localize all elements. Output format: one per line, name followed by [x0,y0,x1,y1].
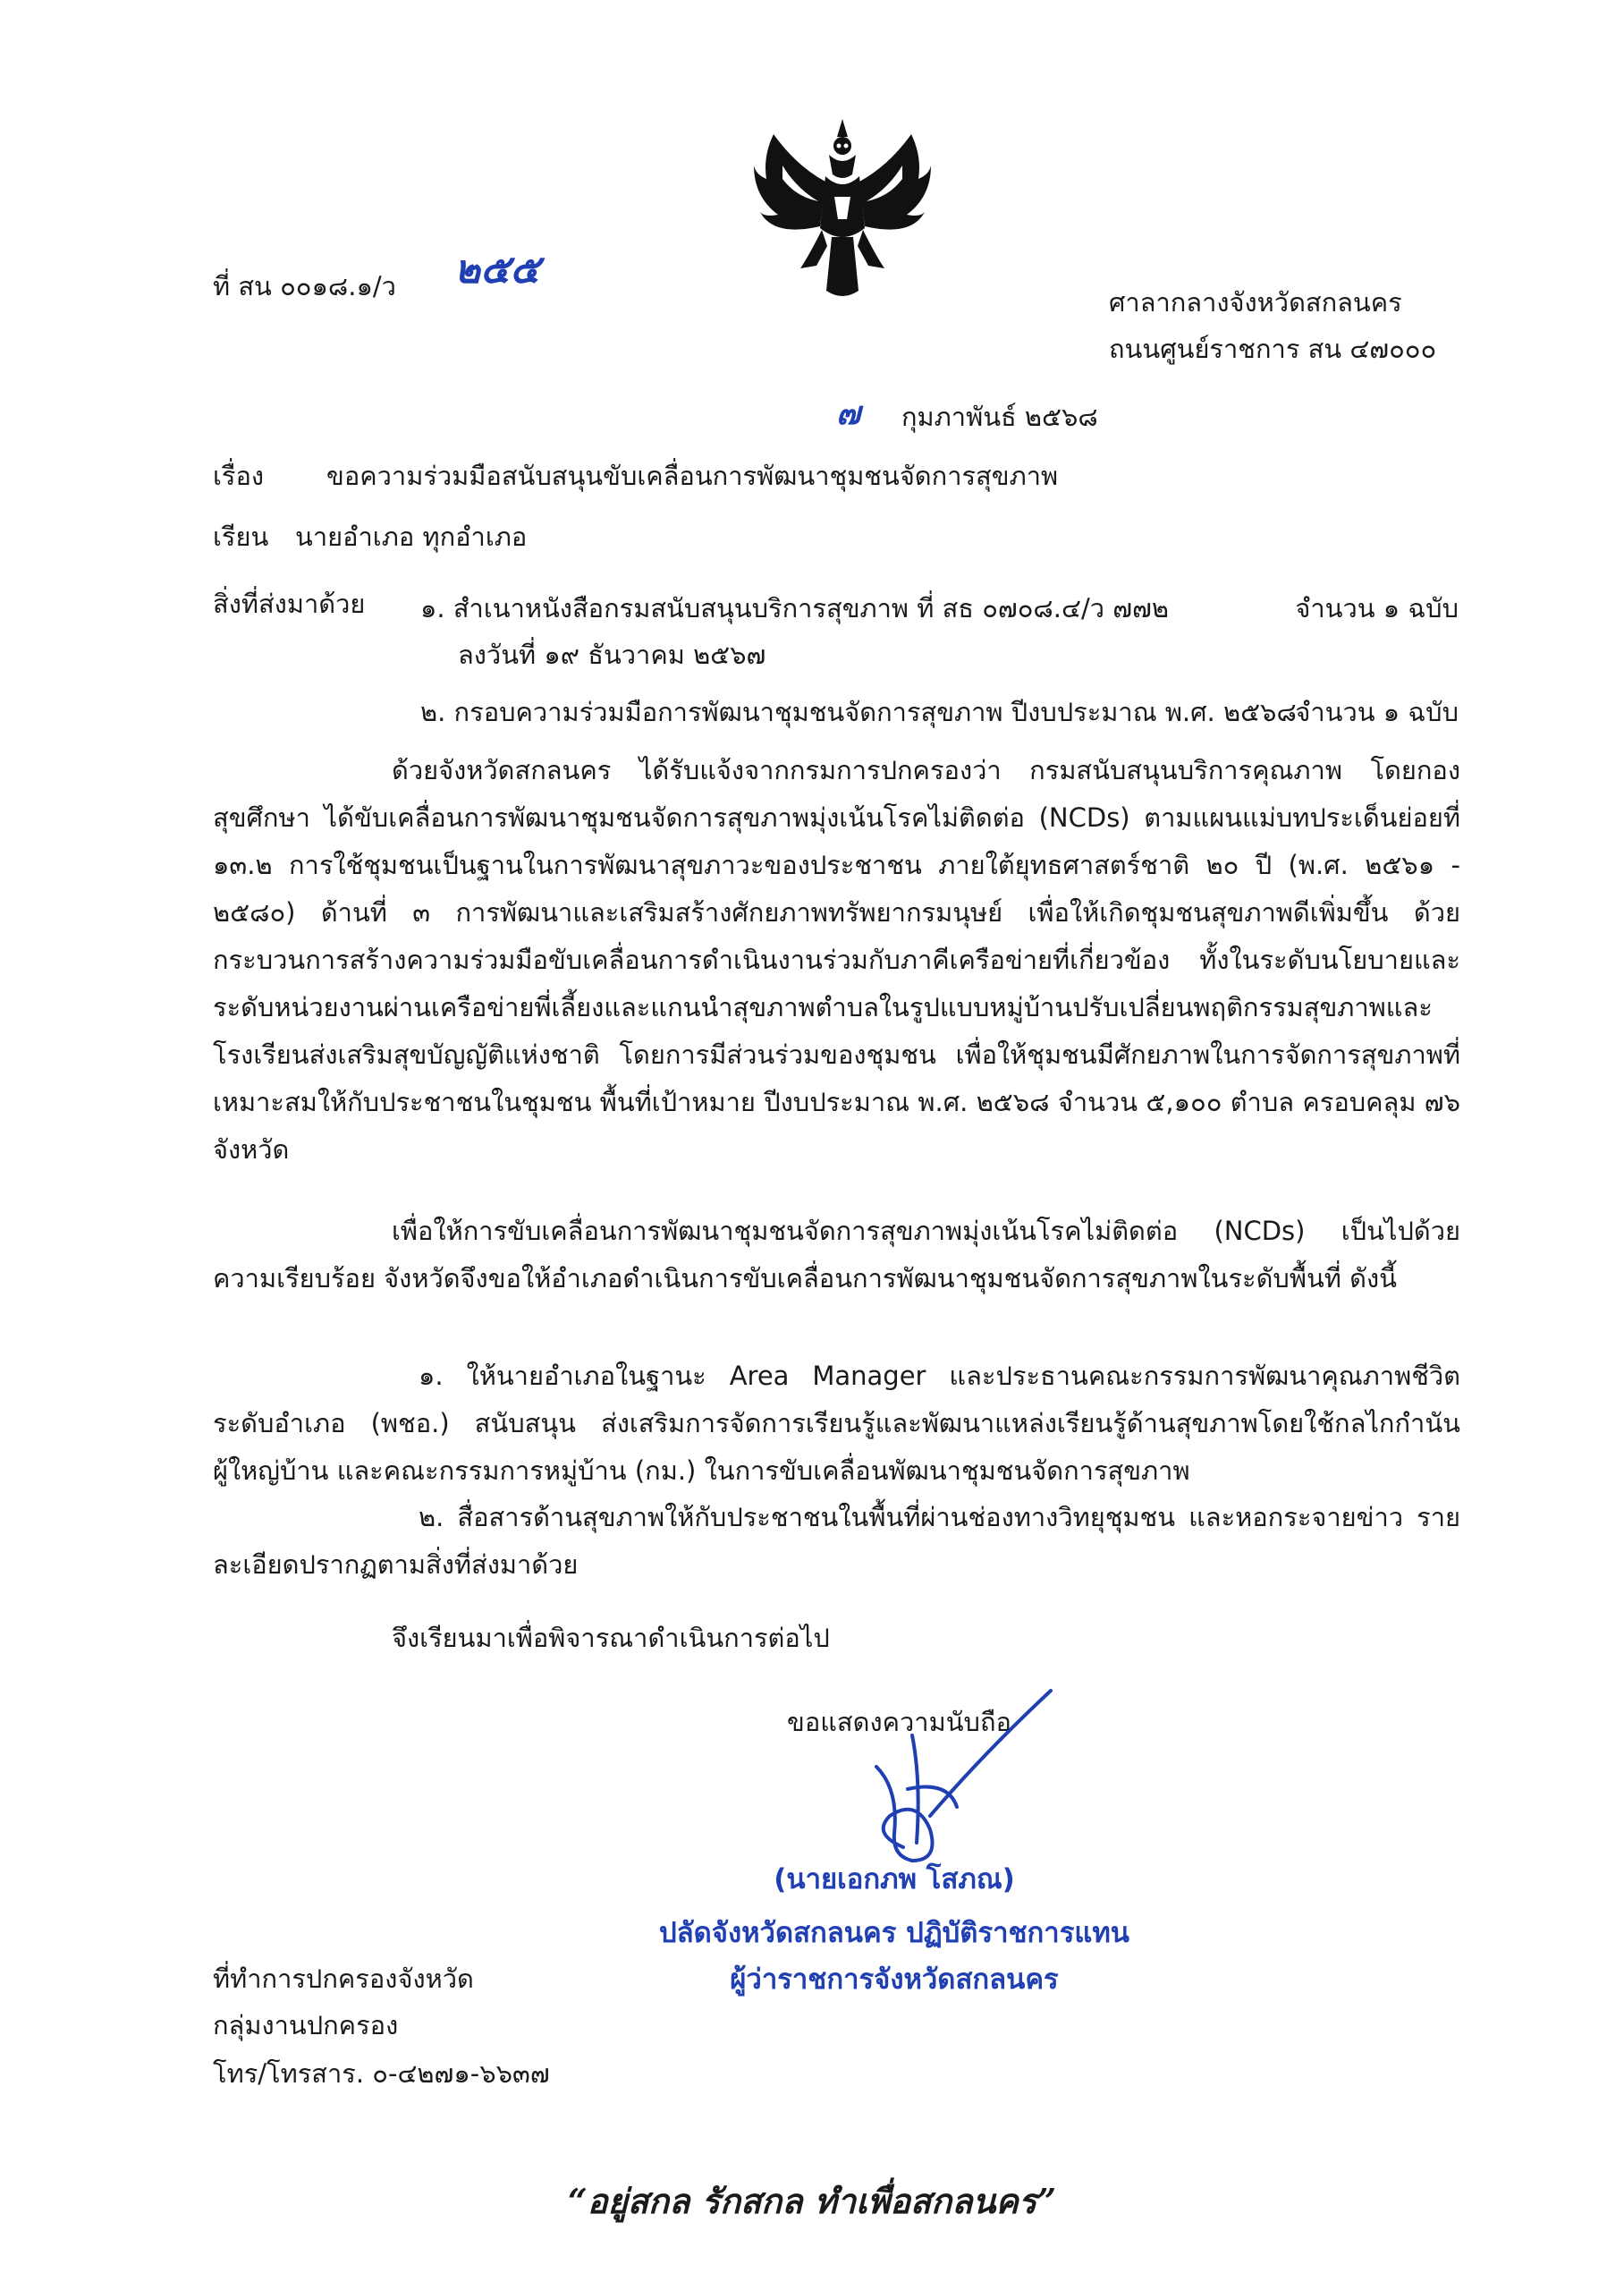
garuda-emblem-icon [747,112,939,304]
signer-position-1: ปลัดจังหวัดสกลนคร ปฏิบัติราชการแทน [659,1917,1129,1949]
signer-position-2: ผู้ว่าราชการจังหวัดสกลนคร [730,1963,1059,1996]
recipient-label: เรียน [213,522,269,552]
subject-label: เรื่อง [213,461,265,491]
enclosure-item-2-qty: จำนวน ๑ ฉบับ [1295,697,1459,727]
body-paragraph-5 [213,1615,1460,1662]
reference-number: ๒๕๕ [454,247,540,293]
reference-label: ที่ สน ๐๐๑๘.๑/ว [213,271,396,301]
enclosure-item-1-line-2: ลงวันที่ ๑๙ ธันวาคม ๒๕๖๗ [458,640,766,670]
date-month-year: กุมภาพันธ์ ๒๕๖๘ [901,402,1098,432]
body-paragraph-3 [213,1353,1460,1495]
office-line-2: กลุ่มงานปกครอง [213,2010,399,2040]
enclosure-item-2: ๒. กรอบความร่วมมือการพัฒนาชุมชนจัดการสุขภาพ ปีงบประมาณ พ.ศ. ๒๕๖๘ [420,697,1297,727]
body-paragraph-1-text: ด้วยจังหวัดสกลนคร ได้รับแจ้งจากกรมการปกครองว่า กรมสนับสนุนบริการคุณภาพ โดยกองสุขศึกษา ได้ขับเคลื่อนการพัฒนาชุมชนจัดการสุขภาพมุ่งเน้นโรคไม่ติดต่อ (NCDs) ตามแผนแม่บทประเด็นย่อยที่ ๑๓.๒ การใช้ชุมชนเป็นฐานในการพัฒนาสุขภาวะของประชาชน ภายใต้ยุทธศาสตร์ชาติ ๒๐ ปี (พ.ศ. ๒๕๖๑ - ๒๕๘๐) ด้านที่ ๓ การพัฒนาและเสริมสร้างศักยภาพทรัพยากรมนุษย์ เพื่อให้เกิดชุมชนสุขภาพดีเพิ่มขึ้น ด้วยกระบวนการสร้างความร่วมมือขับเคลื่อนการดำเนินงานร่วมกับภาคีเครือข่ายที่เกี่ยวข้อง ทั้งในระดับนโยบายและระดับหน่วยงานผ่านเครือข่ายพี่เลี้ยงและแกนนำสุขภาพตำบลในรูปแบบหมู่บ้านปรับเปลี่ยนพฤติกรรมสุขภาพและโรงเรียนส่งเสริมสุขบัญญัติแห่งชาติ โดยการมีส่วนร่วมของชุมชน เพื่อให้ชุมชนมีศักยภาพในการจัดการสุขภาพที่เหมาะสมให้กับประชาชนในชุมชน พื้นที่เป้าหมาย ปีงบประมาณ พ.ศ. ๒๕๖๘ จำนวน ๕,๑๐๐ ตำบล ครอบคลุม ๗๖ จังหวัด [213,755,1460,1165]
office-line-1: ที่ทำการปกครองจังหวัด [213,1963,474,1994]
office-line-3: โทร/โทรสาร. ๐-๔๒๗๑-๖๖๓๗ [213,2058,550,2089]
body-paragraph-4-text: ๒. สื่อสารด้านสุขภาพให้กับประชาชนในพื้นที่ผ่านช่องทางวิทยุชุมชน และหอกระจายข่าว รายละเอียดปรากฏตามสิ่งที่ส่งมาด้วย [213,1502,1460,1580]
motto: “อยู่สกล รักสกล ทำเพื่อสกลนคร” [567,2181,1057,2221]
body-paragraph-2 [213,1208,1460,1302]
address-line-1: ศาลากลางจังหวัดสกลนคร [1109,287,1402,318]
address-line-2: ถนนศูนย์ราชการ สน ๔๗๐๐๐ [1109,334,1437,364]
enclosure-item-1: ๑. สำเนาหนังสือกรมสนับสนุนบริการสุขภาพ ที่ สธ ๐๗๐๘.๔/ว ๗๗๒ [420,593,1169,623]
subject-text: ขอความร่วมมือสนับสนุนขับเคลื่อนการพัฒนาชุมชนจัดการสุขภาพ [326,461,1059,491]
body-paragraph-1 [213,747,1460,1174]
body-paragraph-4 [213,1494,1460,1589]
body-paragraph-3-text: ๑. ให้นายอำเภอในฐานะ Area Manager และประธานคณะกรรมการพัฒนาคุณภาพชีวิตระดับอำเภอ (พชอ.) สนับสนุน ส่งเสริมการจัดการเรียนรู้และพัฒนาแหล่งเรียนรู้ด้านสุขภาพโดยใช้กลไกกำนัน ผู้ใหญ่บ้าน และคณะกรรมการหมู่บ้าน (กม.) ในการขับเคลื่อนพัฒนาชุมชนจัดการสุขภาพ [213,1361,1460,1486]
signer-name: (นายเอกภพ โสภณ) [774,1863,1015,1896]
body-paragraph-5-text: จึงเรียนมาเพื่อพิจารณาดำเนินการต่อไป [392,1623,830,1653]
enclosure-item-1-qty: จำนวน ๑ ฉบับ [1295,593,1459,623]
closing-text: ขอแสดงความนับถือ [787,1707,1011,1737]
enclosures-label: สิ่งที่ส่งมาด้วย [213,589,366,619]
date-day: ๗ [836,394,861,432]
body-paragraph-2-text: เพื่อให้การขับเคลื่อนการพัฒนาชุมชนจัดการสุขภาพมุ่งเน้นโรคไม่ติดต่อ (NCDs) เป็นไปด้วยความเรียบร้อย จังหวัดจึงขอให้อำเภอดำเนินการขับเคลื่อนการพัฒนาชุมชนจัดการสุขภาพในระดับพื้นที่ ดังนี้ [213,1216,1460,1293]
signature-mark [823,1682,1073,1879]
recipient-text: นายอำเภอ ทุกอำเภอ [295,522,528,552]
